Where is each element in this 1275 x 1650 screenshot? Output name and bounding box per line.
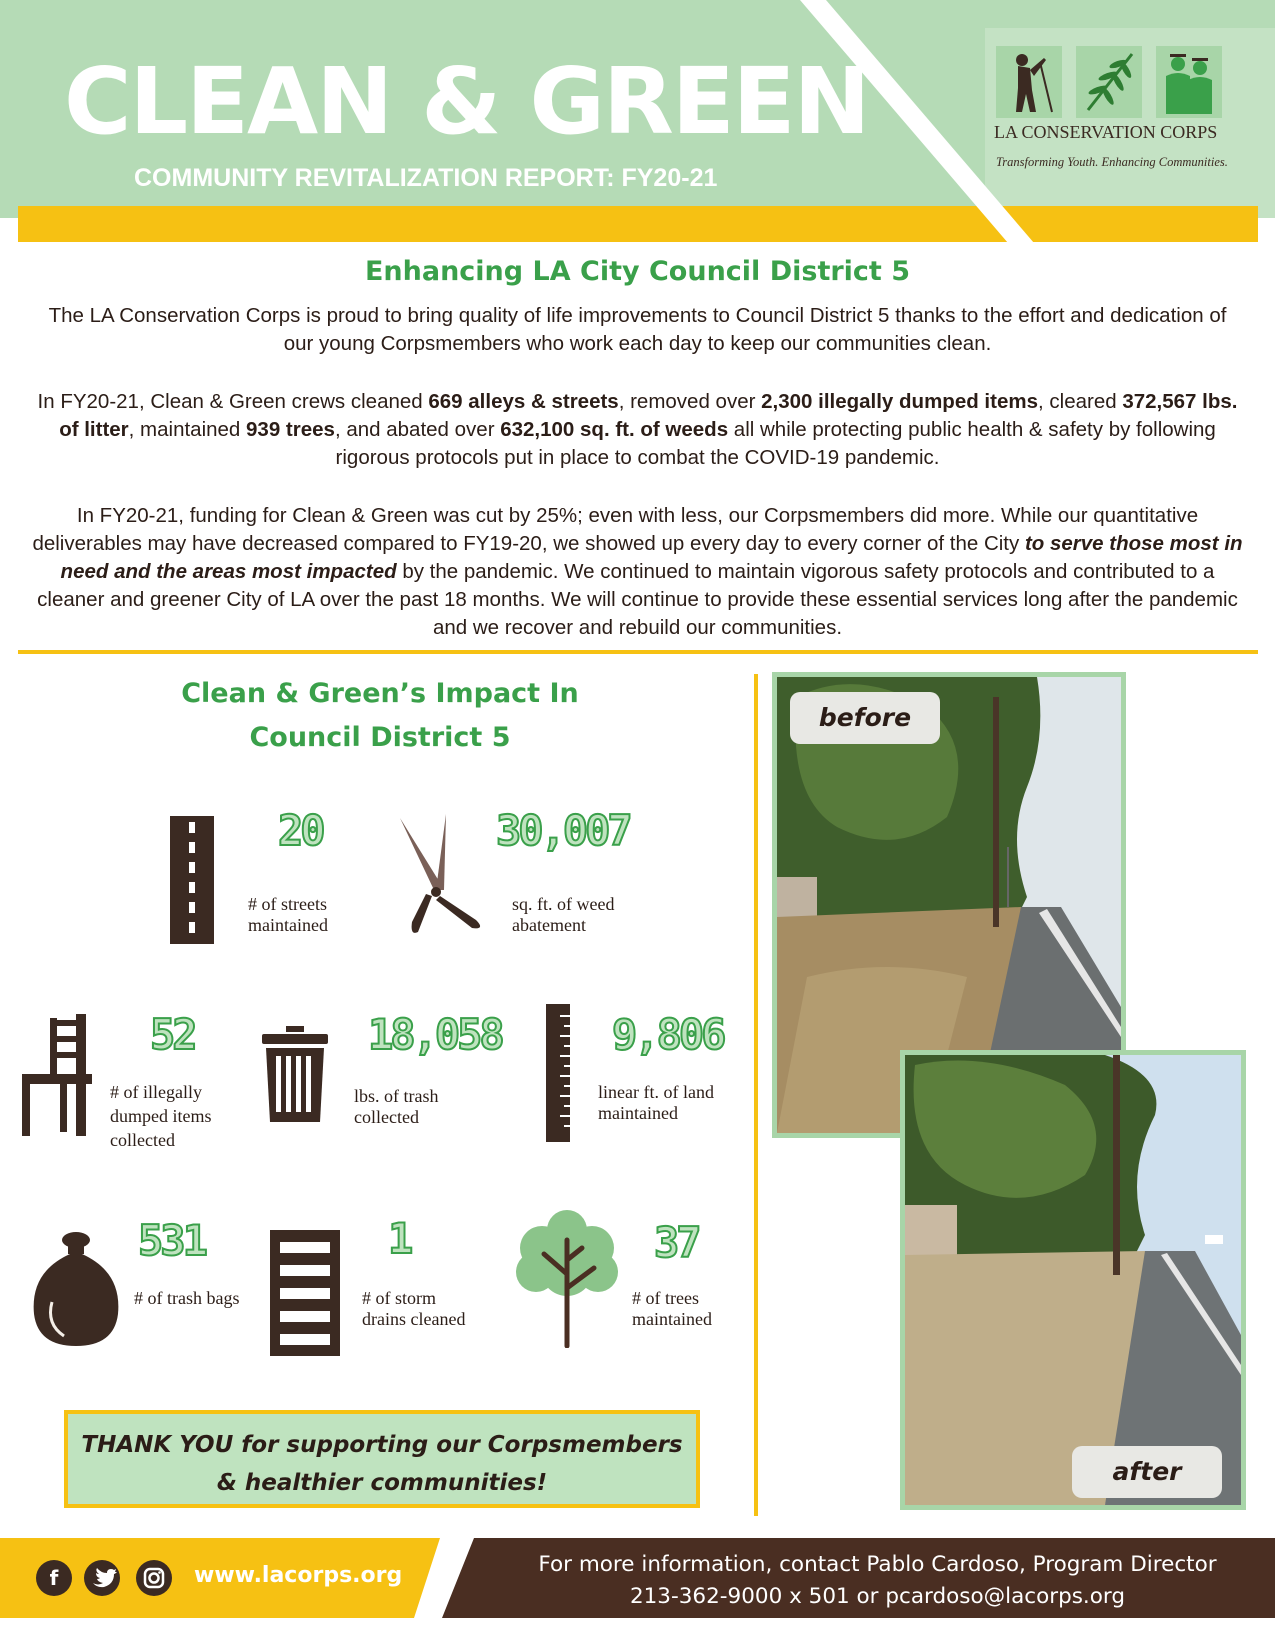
section-title: Enhancing LA City Council District 5 bbox=[364, 256, 911, 287]
horizontal-divider bbox=[18, 650, 1258, 654]
contact-line-2[interactable]: 213-362-9000 x 501 or pcardoso@lacorps.org bbox=[629, 1584, 1126, 1609]
before-label: before bbox=[790, 692, 940, 744]
storm-drain-icon bbox=[270, 1230, 340, 1361]
stat-label-land: linear ft. of land maintained bbox=[598, 1082, 714, 1123]
trash-bag-icon bbox=[30, 1232, 122, 1351]
road-icon bbox=[170, 816, 214, 949]
instagram-icon[interactable] bbox=[136, 1560, 172, 1596]
stat-value-trees: 37 bbox=[654, 1218, 699, 1267]
facebook-icon[interactable]: f bbox=[36, 1560, 72, 1596]
contact-line-1: For more information, contact Pablo Cardoso, Program Director bbox=[538, 1552, 1217, 1577]
stat-value-trash: 18,058 bbox=[368, 1010, 502, 1059]
impact-title bbox=[110, 672, 650, 760]
ruler-icon bbox=[546, 1004, 570, 1147]
stat-label-drains: # of storm drains cleaned bbox=[362, 1288, 466, 1329]
impact-title-line-1: Clean & Green’s Impact In bbox=[181, 678, 579, 709]
after-photo bbox=[900, 1050, 1246, 1510]
stat-label-trees: # of trees maintained bbox=[632, 1288, 712, 1329]
page-subtitle: COMMUNITY REVITALIZATION REPORT: FY20-21 bbox=[134, 164, 718, 192]
tree-icon bbox=[512, 1210, 622, 1353]
logo-tagline: Transforming Youth. Enhancing Communities. bbox=[996, 155, 1228, 169]
stat-label-bags: # of trash bags bbox=[134, 1288, 240, 1308]
shears-icon bbox=[396, 810, 486, 941]
stat-value-dumped: 52 bbox=[150, 1010, 195, 1059]
intro-paragraph-3: In FY20-21, funding for Clean & Green was cut by 25%; even with less, our Corpsmembers did more. While our quantitative deliverables may have decreased compared to FY19-20, we showed up every day to every corner of the City to serve those most in need and the areas most impacted by the pandemic. We continued to maintain vigorous safety protocols and contributed to a cleaner and greener City of LA over the past 18 months. We will continue to provide these essential services long after the pandemic and we recover and rebuild our communities. bbox=[32, 504, 1243, 639]
stat-value-weed: 30,007 bbox=[496, 806, 630, 855]
stat-value-land: 9,806 bbox=[612, 1010, 724, 1059]
intro-paragraph-1: The LA Conservation Corps is proud to bring quality of life improvements to Council District 5 thanks to the effort and dedication of our young Corpsmembers who work each day to keep our communities clean. bbox=[48, 304, 1227, 355]
stat-value-streets: 20 bbox=[278, 806, 323, 855]
logo-graduates-icon bbox=[1156, 46, 1222, 118]
trash-can-icon bbox=[262, 1026, 328, 1127]
thank-you-line-2: & healthier communities! bbox=[216, 1470, 548, 1496]
stat-value-drains: 1 bbox=[388, 1214, 411, 1263]
page-title: CLEAN & GREEN bbox=[64, 48, 869, 155]
logo-golfer-icon bbox=[996, 46, 1062, 118]
website-link[interactable]: www.lacorps.org bbox=[194, 1563, 403, 1588]
stat-label-dumped: # of illegally dumped items collected bbox=[110, 1082, 212, 1150]
logo-fern-icon bbox=[1076, 46, 1142, 118]
chair-icon bbox=[20, 1014, 100, 1141]
after-label: after bbox=[1072, 1446, 1222, 1498]
stat-value-bags: 531 bbox=[138, 1216, 205, 1265]
stat-label-streets: # of streets maintained bbox=[248, 894, 328, 935]
intro-paragraph-2: In FY20-21, Clean & Green crews cleaned 669 alleys & streets, removed over 2,300 illegally dumped items, cleared 372,567 lbs. of litter, maintained 939 trees, and abated over 632,100 sq. ft. of weeds all while protecting public health & safety by following rigorous protocols put in place to combat the COVID-19 pandemic. bbox=[37, 390, 1238, 469]
thank-you-line-1: THANK YOU for supporting our Corpsmembers bbox=[81, 1432, 683, 1458]
stat-label-trash: lbs. of trash collected bbox=[354, 1086, 439, 1127]
twitter-icon[interactable] bbox=[84, 1560, 120, 1596]
vertical-divider bbox=[754, 674, 758, 1516]
impact-title-line-2: Council District 5 bbox=[249, 722, 511, 753]
stat-label-weed: sq. ft. of weed abatement bbox=[512, 894, 615, 935]
thank-you-box bbox=[64, 1410, 700, 1508]
logo-org-name: LA CONSERVATION CORPS bbox=[994, 122, 1218, 142]
